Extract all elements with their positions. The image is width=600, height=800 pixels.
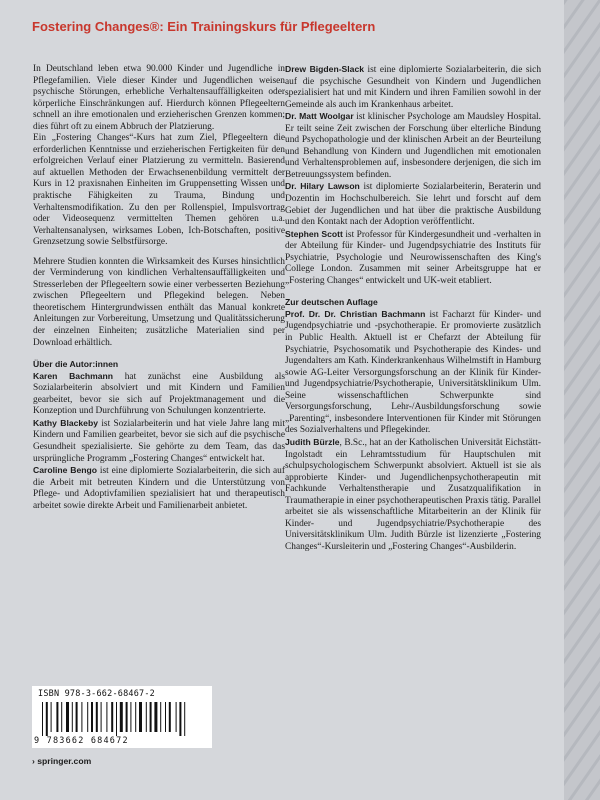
author-text: ist eine diplomierte Sozialarbeiterin, die sich auf die Arbeit mit betreuten Kindern und die Unterstützung von Pflege- und Adoptivfamilien spezialisiert hat und therapeutisch arbeitet sowie direkte Arbeit und Familienarbeit anbietet. xyxy=(33,466,285,511)
author-name: Prof. Dr. Dr. Christian Bachmann xyxy=(285,308,426,319)
author-bio xyxy=(285,229,541,288)
author-bio xyxy=(285,64,541,111)
right-column xyxy=(285,64,541,553)
left-column xyxy=(33,64,285,512)
publisher-url[interactable]: springer.com xyxy=(37,756,92,766)
author-text: ist eine diplomierte Sozialarbeiterin, die sich auf die psychische Gesundheit von Kindern und Jugendlichen spezialisiert hat und mit Kindern und ihren Familien sowohl in der Gemeinde als auch im Krankenhaus arbeitet. xyxy=(285,65,542,110)
author-name: Kathy Blackeby xyxy=(33,417,98,428)
book-title: Fostering Changes®: Ein Trainingskurs für Pflegeeltern xyxy=(32,19,376,34)
stripe-pattern xyxy=(564,0,600,800)
author-text: ist Professor für Kindergesundheit und -verhalten in der Abteilung für Kinder- und Jugendpsychiatrie des Instituts für Psychiatrie, Psychologie und Neurowissenschaften des King's College London. Zusammen mit seiner Arbeitsgruppe hat er „Fostering Changes“ entwickelt und UK-weit etabliert. xyxy=(285,229,541,286)
author-text: hat zunächst eine Ausbildung als Sozialarbeiterin absolviert und mit Kindern und Familien gearbeitet, bevor sie sich auf Projektmanagement und die Konzeption und Durchführung von Schulungen konzentrierte. xyxy=(33,371,285,417)
intro-paragraph: In Deutschland leben etwa 90.000 Kinder und Jugendliche in Pflegefamilien. Viele dieser Kinder und Jugendlichen weisen psychische Störungen, erhebliche Verhaltensauffälligkeiten oder körperliche Einschränkungen auf. Hierdurch können Pflegeeltern schnell an ihre emotionalen und erzieherischen Grenzen kommen; dies führt oft zu einem Abbruch der Platzierung. xyxy=(33,64,285,132)
course-paragraph: Ein „Fostering Changes“-Kurs hat zum Ziel, Pflegeeltern die erforderlichen Kenntnisse und erzieherischen Fertigkeiten für den erfolgreichen Verlauf einer Platzierung zu vermitteln. Basierend auf aktuellen Methoden der Erwachsenenbildung vermittelt der Kurs in 12 praxisnahen Einheiten im Gruppensetting Wissen und praktische Fähigkeiten zu Trauma, Bindung und Verhaltensmodifikation. Zu den per Rollenspiel, Impulsvortrag oder Videosequenz vermittelten Themen gehören u.a. Verhaltensanalysen, wirksames Loben, Ich-Botschaften, positive Grenzsetzung sowie Selbstfürsorge. xyxy=(33,133,285,248)
author-name: Stephen Scott xyxy=(285,228,343,239)
author-name: Dr. Matt Woolgar xyxy=(285,111,354,122)
isbn-label: ISBN 978-3-662-68467-2 xyxy=(38,689,155,699)
publisher-link[interactable]: › springer.com xyxy=(32,756,92,766)
german-edition-heading: Zur deutschen Auflage xyxy=(285,297,378,308)
author-bio xyxy=(33,371,285,418)
author-text: ist diplomierte Sozialarbeiterin, Beraterin und Dozentin im Hochschulbereich. Sie lehrt und forscht auf dem Gebiet der Jugendlichen und hat über die praktische Ausbildung und den Kontakt nach der Adoption veröffentlicht. xyxy=(285,182,541,228)
author-name: Karen Bachmann xyxy=(33,370,114,381)
author-name: Caroline Bengo xyxy=(33,465,98,476)
author-text: ist klinischer Psychologe am Maudsley Hospital. Er teilt seine Zeit zwischen der Forschung über elterliche Bindung und Psychopathologie und der klinischen Arbeit an der Beurteilung und Behandlung von Kindern und Jugendlichen mit emotionalen und Verhaltensproblemen auf, insbesondere derjenigen, die sich im Betreuungssystem befinden. xyxy=(285,112,541,180)
author-bio xyxy=(285,309,541,437)
author-text: ist Facharzt für Kinder- und Jugendpsychiatrie und -psychotherapie. Er promovierte zusätzlich in Public Health. Aktuell ist er Chefarzt der Abteilung für Psychiatrie, Psychosomatik und Psychotherapie des Kindes- und Jugendalters am Kath. Kinderkrankenhaus Wilhelmstift in Hamburg sowie AG-Leiter Versorgungsforschung an der Klinik für Kinder- und Jugendpsychiatrie/Psychotherapie, Universitätsklinikum Ulm. Seine wissenschaftlichen Schwerpunkte sind Versorgungsforschung, Lehr-/Ausbildungsforschung sowie „Parenting“, insbesondere Interventionen für Kinder mit Störungen des Sozialverhaltens und Pflegekinder. xyxy=(285,309,542,436)
author-text: ist Sozialarbeiterin und hat viele Jahre lang mit Kindern und Familien gearbeitet, bevor sie sich auf die psychische Gesundheit spezialisierte. Sie gehörte zu dem Team, das das ursprüngliche Programm „Fostering Changes“ entwickelt hat. xyxy=(33,418,285,464)
author-bio xyxy=(33,465,285,512)
author-bio xyxy=(285,111,541,181)
barcode-icon xyxy=(38,702,206,736)
studies-paragraph: Mehrere Studien konnten die Wirksamkeit des Kurses hinsichtlich der Verminderung von kindlichen Verhaltensauffälligkeiten und Stresserleben der Pflegeeltern sowie einer verbesserten Beziehung zwischen Pflegeeltern und Pflegekind belegen. Neben theoretischem Hintergrundwissen enthält das Manual konkrete Anleitungen zur Vorbereitung, Umsetzung und Qualitätssicherung der einzelnen Einheiten; zusätzliche Materialien sind per Download erhältlich. xyxy=(33,256,285,348)
author-bio xyxy=(33,418,285,465)
author-name: Dr. Hilary Lawson xyxy=(285,181,360,192)
author-name: Judith Bürzle xyxy=(285,436,340,447)
author-text: , B.Sc., hat an der Katholischen Universität Eichstätt- Ingolstadt ein Lehramtsstudium für Hauptschulen mit schulpsychologischem Schwerpunkt absolviert. Aktuell ist sie als approbierte Kinder- und Jugendlichenpsychotherapeutin mit Fachkunde Verhaltenstherapie und Zusatzqualifikation in Traumatherapie in einer psychotherapeutischen Praxis tätig. Parallel arbeitet sie als wissenschaftliche Mitarbeiterin an der Klinik für Kinder- und Jugendpsychiatrie/Psychotherapie des Universitätsklinikum Ulm. Judith Bürzle ist lizenzierte „Fostering Changes“-Kursleiterin und „Fostering Changes“-Ausbilderin. xyxy=(285,437,542,552)
barcode-number: 9 783662 684672 xyxy=(34,736,129,746)
barcode-box xyxy=(32,686,212,748)
spine-stripe xyxy=(564,0,600,800)
author-name: Drew Bigden-Slack xyxy=(285,64,365,74)
author-bio xyxy=(285,181,541,228)
author-bio xyxy=(285,437,541,553)
authors-heading: Über die Autor:innen xyxy=(33,359,119,370)
